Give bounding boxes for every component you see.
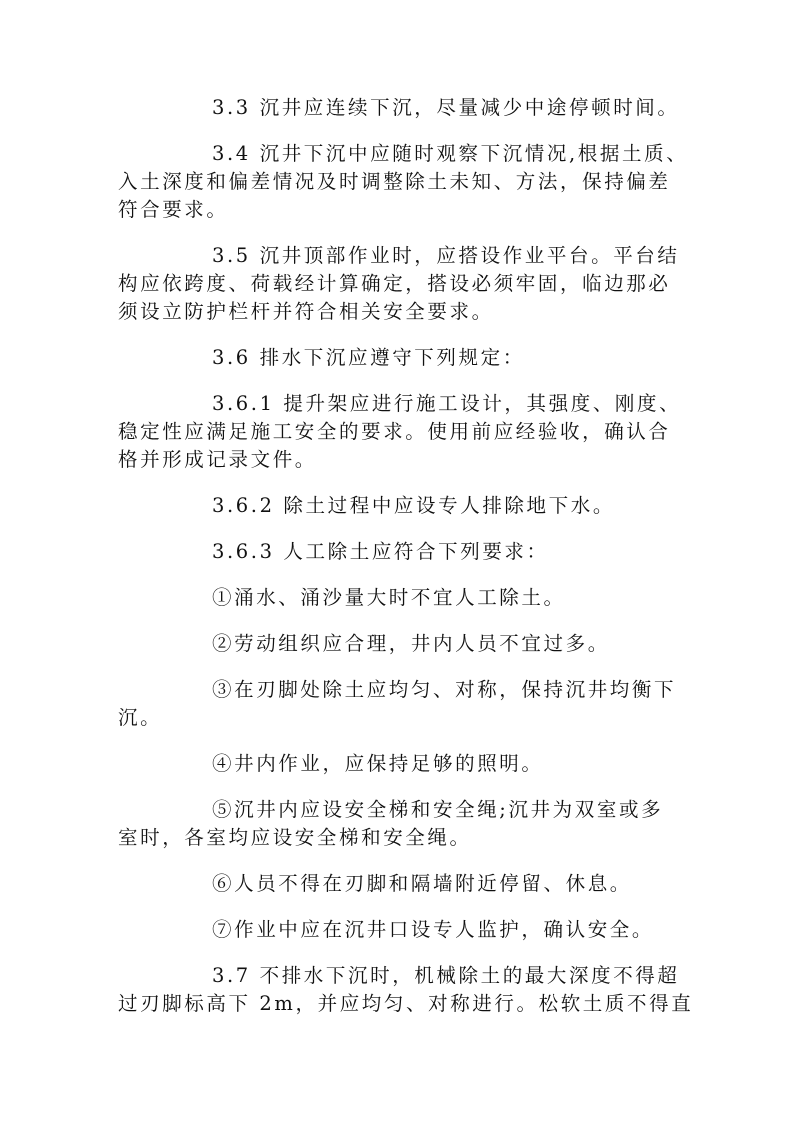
paragraph xyxy=(118,538,674,566)
text-line: ②劳动组织应合理，井内人员不宜过多。 xyxy=(212,632,610,655)
paragraph xyxy=(118,962,694,1018)
text-line: 稳定性应满足施工安全的要求。使用前应经验收，确认合 xyxy=(118,420,671,443)
text-line: ⑦作业中应在沉井口设专人监护，确认安全。 xyxy=(212,918,655,941)
paragraph xyxy=(118,630,674,658)
text-line: 构应依跨度、荷载经计算确定，搭设必须牢固，临边那必 xyxy=(118,272,671,295)
paragraph xyxy=(118,916,674,944)
paragraph xyxy=(118,750,674,778)
text-line: 3.6.3 人工除土应符合下列要求： xyxy=(212,540,549,563)
text-line: 符合要求。 xyxy=(118,198,229,221)
paragraph xyxy=(118,242,680,326)
text-line: ③在刃脚处除土应均匀、对称，保持沉井均衡下 xyxy=(212,678,677,701)
paragraph xyxy=(118,584,674,612)
text-line: 格并形成记录文件。 xyxy=(118,448,317,471)
text-line: ①涌水、涌沙量大时不宜人工除土。 xyxy=(212,586,566,609)
paragraph xyxy=(118,870,674,898)
paragraph xyxy=(118,94,680,122)
paragraph xyxy=(118,492,674,520)
text-line: 室时，各室均应设安全梯和安全绳。 xyxy=(118,826,472,849)
paragraph xyxy=(118,390,682,474)
text-line: 3.6.1 提升架应进行施工设计，其强度、刚度、 xyxy=(212,392,682,415)
text-line: 入土深度和偏差情况及时调整除土未知、方法，保持偏差 xyxy=(118,170,671,193)
text-line: ⑥人员不得在刃脚和隔墙附近停留、休息。 xyxy=(212,872,632,895)
paragraph xyxy=(118,676,677,732)
paragraph xyxy=(118,796,674,852)
paragraph xyxy=(118,140,689,224)
paragraph xyxy=(118,344,674,372)
text-line: 须设立防护栏杆并符合相关安全要求。 xyxy=(118,300,494,323)
text-line: 3.4 沉井下沉中应随时观察下沉情况,根据土质、 xyxy=(212,142,689,165)
text-line: ⑤沉井内应设安全梯和安全绳;沉井为双室或多 xyxy=(212,798,664,821)
document-page xyxy=(118,94,694,1036)
text-line: ④井内作业，应保持足够的照明。 xyxy=(212,752,544,775)
text-line: 3.3 沉井应连续下沉，尽量减少中途停顿时间。 xyxy=(212,96,680,119)
text-line: 3.6.2 除土过程中应设专人排除地下水。 xyxy=(212,494,615,517)
text-line: 3.6 排水下沉应遵守下列规定： xyxy=(212,346,525,369)
text-line: 3.5 沉井顶部作业时，应搭设作业平台。平台结 xyxy=(212,244,680,267)
text-line: 沉。 xyxy=(118,706,163,729)
text-line: 过刃脚标高下 2m，并应均匀、对称进行。松软土质不得直 xyxy=(118,992,694,1015)
text-line: 3.7 不排水下沉时，机械除土的最大深度不得超 xyxy=(212,964,680,987)
